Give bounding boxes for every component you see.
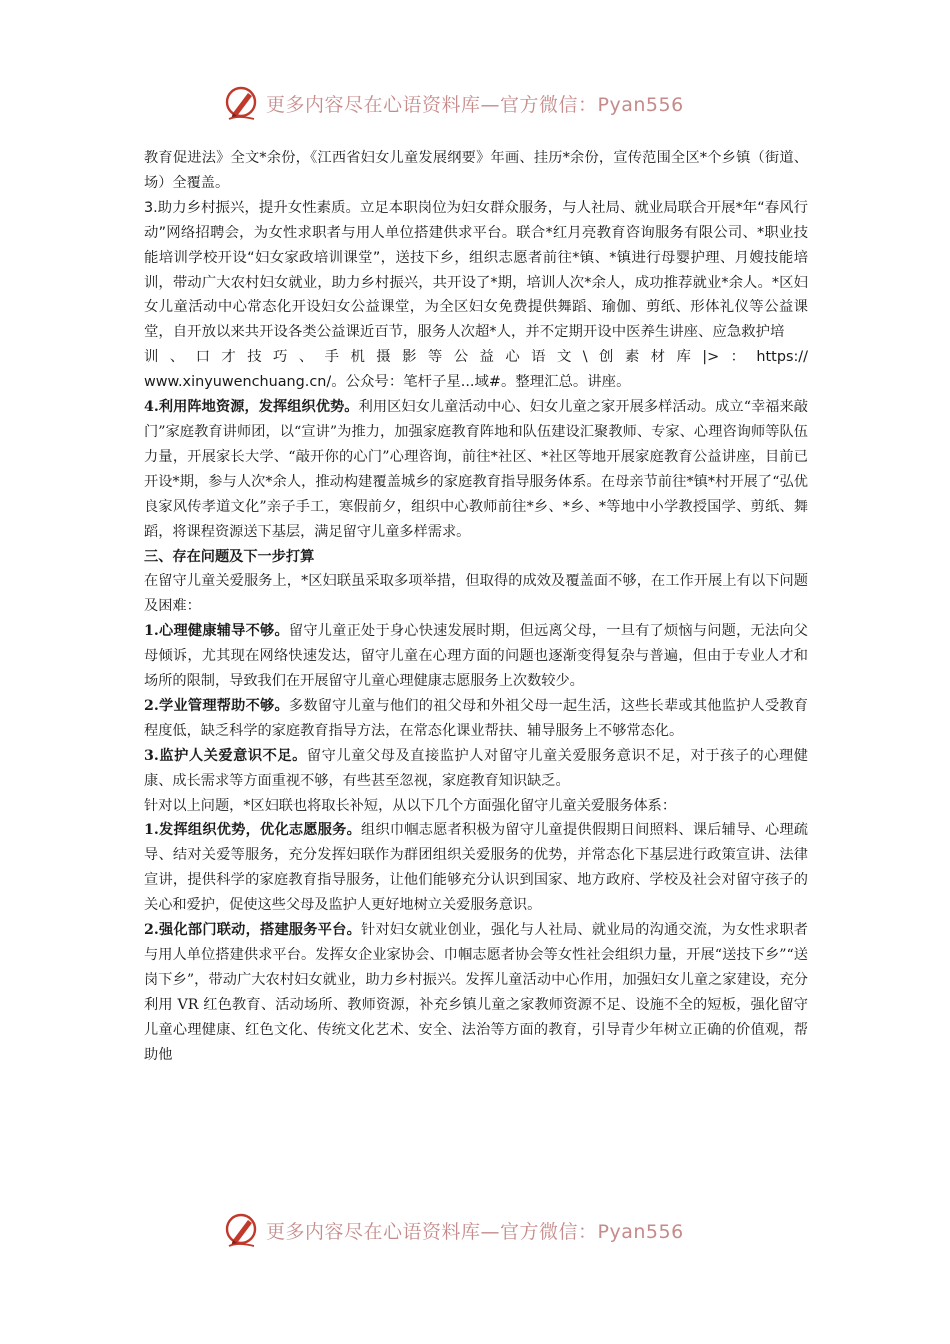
- paragraph-6: [144, 569, 808, 619]
- paragraph-lead: 3.监护人关爱意识不足。: [144, 747, 307, 764]
- pen-logo-icon: [224, 1210, 260, 1250]
- paragraph-text: 针对妇女就业创业，强化与人社局、就业局的沟通交流，为女性求职者与用人单位搭建供求平台。发挥女企业家协会、巾帼志愿者协会等女性社会组织力量，开展“送技下乡”“送岗下乡”，带动广大农村妇女就业，助力乡村振兴。发挥儿童活动中心作用，加强妇女儿童之家建设，充分利用 VR 红色教育、活动场所、教师资源，补充乡镇儿童之家教师资源不足、设施不全的短板，强化留守儿童心理健康、红色文化、传统文化艺术、安全、法治等方面的教育，引导青少年树立正确的价值观，帮助他: [144, 922, 808, 1063]
- paragraph-text: www.xinyuwenchuang.cn/。公众号：笔杆子星...域#。整理汇总。讲座。: [144, 374, 631, 391]
- paragraph-2: [144, 345, 808, 370]
- paragraph-3: [144, 370, 808, 395]
- paragraph-text: 教育促进法》全文*余份，《江西省妇女儿童发展纲要》年画、挂历*余份，宣传范围全区*个乡镇（街道、场）全覆盖。: [144, 150, 808, 191]
- paragraph-1: [144, 196, 808, 345]
- paragraph-lead: 4.利用阵地资源，发挥组织优势。: [144, 399, 359, 416]
- banner-text: 更多内容尽在心语资料库—官方微信：Pyan556: [266, 1220, 684, 1243]
- paragraph-lead: 1.心理健康辅导不够。: [144, 623, 289, 640]
- paragraph-text: 针对以上问题，*区妇联也将取长补短，从以下几个方面强化留守儿童关爱服务体系：: [144, 797, 677, 814]
- paragraph-text: 留守儿童父母及直接监护人对留守儿童关爱服务意识不足，对于孩子的心理健康、成长需求等方面重视不够，有些甚至忽视，家庭教育知识缺乏。: [144, 747, 808, 789]
- section-heading-3: [144, 545, 808, 570]
- paragraph-4: [144, 395, 808, 544]
- paragraph-text: 多数留守儿童与他们的祖父母和外祖父母一起生活，这些长辈或其他监护人受教育程度低，缺乏科学的家庭教育指导方法，在常态化课业帮扶、辅导服务上不够常态化。: [144, 697, 808, 739]
- paragraph-7: [144, 619, 808, 694]
- paragraph-11: [144, 818, 808, 918]
- footer-watermark-banner: [224, 1208, 744, 1252]
- paragraph-lead: 1.发挥组织优势，优化志愿服务。: [144, 822, 362, 839]
- paragraph-text: 3.助力乡村振兴，提升女性素质。立足本职岗位为妇女群众服务，与人社局、就业局联合开展*年“春风行动”网络招聘会，为女性求职者与用人单位搭建供求平台。联合*红月亮教育咨询服务有限公司、*职业技能培训学校开设“妇女家政培训课堂”，送技下乡，组织志愿者前往*镇、*镇进行母婴护理、月嫂技能培训，带动广大农村妇女就业，助力乡村振兴，共开设了*期，培训人次*余人，成功推荐就业*余人。*区妇女儿童活动中心常态化开设妇女公益课堂，为全区妇女免费提供舞蹈、瑜伽、剪纸、形体礼仪等公益课堂，自开放以来共开设各类公益课近百节，服务人次超*人，并不定期开设中医养生讲座、应急救护培: [144, 199, 808, 341]
- document-body: [144, 146, 808, 1068]
- header-watermark-banner: [224, 81, 744, 125]
- paragraph-text: 组织巾帼志愿者积极为留守儿童提供假期日间照料、课后辅导、心理疏导、结对关爱等服务，充分发挥妇联作为群团组织关爱服务的优势，并常态化下基层进行政策宣讲、法律宣讲，提供科学的家庭教育指导服务，让他们能够充分认识到国家、地方政府、学校及社会对留守孩子的关心和爱护，促使这些父母及监护人更好地树立关爱服务意识。: [144, 822, 808, 914]
- paragraph-0: [144, 146, 808, 196]
- paragraph-text: 在留守儿童关爱服务上，*区妇联虽采取多项举措，但取得的成效及覆盖面不够，在工作开展上有以下问题及困难：: [144, 573, 808, 615]
- paragraph-text: 利用区妇女儿童活动中心、妇女儿童之家开展多样活动。成立“幸福来敲门”家庭教育讲师团，以“宣讲”为推力，加强家庭教育阵地和队伍建设汇聚教师、专家、心理咨询师等队伍力量，开展家长大学、“敲开你的心门”心理咨询，前往*社区、*社区等地开展家庭教育公益讲座，目前已开设*期，参与人次*余人，推动构建覆盖城乡的家庭教育指导服务体系。在母亲节前往*镇*村开展了“弘优良家风传孝道文化”亲子手工，寒假前夕，组织中心教师前往*乡、*乡、*等地中小学教授国学、剪纸、舞蹈，将课程资源送下基层，满足留守儿童多样需求。: [144, 399, 808, 540]
- paragraph-lead: 2.学业管理帮助不够。: [144, 697, 289, 714]
- paragraph-text: 训、口才技巧、手机摄影等公益心语文\创素材库|>：https://: [144, 349, 808, 366]
- paragraph-text: 留守儿童正处于身心快速发展时期，但远离父母，一旦有了烦恼与问题，无法向父母倾诉，尤其现在网络快速发达，留守儿童在心理方面的问题也逐渐变得复杂与普遍，但由于专业人才和场所的限制，导致我们在开展留守儿童心理健康志愿服务上次数较少。: [144, 623, 808, 690]
- paragraph-10: [144, 794, 808, 819]
- paragraph-9: [144, 744, 808, 794]
- paragraph-8: [144, 694, 808, 744]
- section-heading-text: 三、存在问题及下一步打算: [144, 548, 315, 565]
- paragraph-lead: 2.强化部门联动，搭建服务平台。: [144, 922, 362, 939]
- pen-logo-icon: [224, 83, 260, 123]
- paragraph-12: [144, 918, 808, 1067]
- banner-text: 更多内容尽在心语资料库—官方微信：Pyan556: [266, 93, 684, 116]
